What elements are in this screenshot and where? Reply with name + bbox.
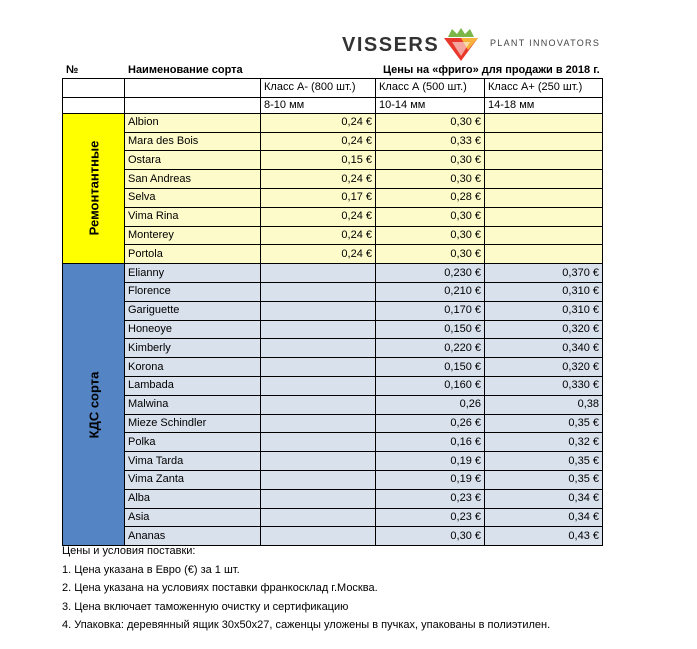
price-class-a-minus [261, 339, 376, 358]
class-size: 8-10 мм [261, 97, 376, 113]
price-class-a-plus: 0,43 € [485, 527, 603, 546]
price-class-a-plus [485, 132, 603, 151]
variety-name: Vima Tarda [125, 452, 261, 471]
price-class-a-minus: 0,24 € [261, 113, 376, 132]
price-class-a-minus [261, 320, 376, 339]
variety-name: Polka [125, 433, 261, 452]
table-row [63, 320, 603, 339]
price-class-a-minus [261, 489, 376, 508]
note-item: 3. Цена включает таможенную очистку и сертификацию [62, 600, 349, 613]
table-row [63, 207, 603, 226]
class-label: Класс А- (800 шт.) [261, 79, 376, 98]
price-class-a-plus [485, 207, 603, 226]
price-class-a-plus: 0,320 € [485, 358, 603, 377]
price-class-a-minus [261, 414, 376, 433]
price-class-a-plus [485, 245, 603, 264]
price-class-a: 0,16 € [376, 433, 485, 452]
class-label: Класс А+ (250 шт.) [485, 79, 603, 98]
price-class-a: 0,26 [376, 395, 485, 414]
price-class-a: 0,19 € [376, 452, 485, 471]
price-class-a: 0,30 € [376, 113, 485, 132]
price-class-a-minus [261, 376, 376, 395]
price-class-a: 0,23 € [376, 508, 485, 527]
logo-diamond-icon [438, 28, 484, 62]
price-class-a-minus [261, 264, 376, 283]
price-class-a: 0,150 € [376, 320, 485, 339]
empty-cell [125, 97, 261, 113]
table-row [63, 358, 603, 377]
size-header-row [63, 97, 603, 113]
price-class-a-plus: 0,38 [485, 395, 603, 414]
variety-name: Vima Rina [125, 207, 261, 226]
note-item: 4. Упаковка: деревянный ящик 30х50х27, саженцы уложены в пучках, упакованы в полиэтилен. [62, 619, 551, 631]
price-class-a: 0,30 € [376, 245, 485, 264]
price-class-a-minus [261, 508, 376, 527]
variety-name: Honeoye [125, 320, 261, 339]
table-row [63, 395, 603, 414]
price-class-a-plus: 0,310 € [485, 282, 603, 301]
table-row [63, 301, 603, 320]
price-class-a: 0,210 € [376, 282, 485, 301]
table-row [63, 170, 603, 189]
price-class-a-minus: 0,24 € [261, 226, 376, 245]
table-row [63, 282, 603, 301]
table-row [63, 113, 603, 132]
table-row [63, 188, 603, 207]
category-cell [63, 264, 125, 546]
table-row [63, 245, 603, 264]
price-class-a: 0,30 € [376, 151, 485, 170]
price-class-a-minus: 0,24 € [261, 207, 376, 226]
price-class-a: 0,33 € [376, 132, 485, 151]
price-class-a-minus [261, 470, 376, 489]
price-class-a-minus [261, 358, 376, 377]
variety-name: Alba [125, 489, 261, 508]
table-row [63, 226, 603, 245]
variety-name: Monterey [125, 226, 261, 245]
variety-name: Korona [125, 358, 261, 377]
table-row [63, 508, 603, 527]
class-size: 10-14 мм [376, 97, 485, 113]
class-size: 14-18 мм [485, 97, 603, 113]
category-label: КДС сорта [86, 371, 101, 439]
price-class-a-plus: 0,32 € [485, 433, 603, 452]
price-class-a-plus: 0,34 € [485, 508, 603, 527]
price-class-a-minus: 0,17 € [261, 188, 376, 207]
column-header-number: № [66, 64, 79, 76]
empty-cell [63, 79, 125, 98]
variety-name: Vima Zanta [125, 470, 261, 489]
class-label: Класс А (500 шт.) [376, 79, 485, 98]
price-class-a-plus [485, 151, 603, 170]
table-row [63, 264, 603, 283]
table-row [63, 151, 603, 170]
table-row [63, 433, 603, 452]
price-class-a-plus: 0,35 € [485, 414, 603, 433]
table-row [63, 339, 603, 358]
empty-cell [125, 79, 261, 98]
price-class-a-plus: 0,310 € [485, 301, 603, 320]
note-item: 1. Цена указана в Евро (€) за 1 шт. [62, 563, 240, 576]
price-class-a-minus [261, 452, 376, 471]
note-item: 2. Цена указана на условиях поставки франкосклад г.Москва. [62, 582, 378, 594]
variety-name: Portola [125, 245, 261, 264]
empty-cell [63, 97, 125, 113]
price-table [62, 78, 603, 546]
variety-name: Gariguette [125, 301, 261, 320]
class-header-row [63, 79, 603, 98]
price-class-a: 0,230 € [376, 264, 485, 283]
category-cell [63, 113, 125, 263]
price-class-a-minus [261, 301, 376, 320]
price-title: Цены на «фриго» для продажи в 2018 г. [383, 64, 600, 76]
price-class-a-plus [485, 226, 603, 245]
price-class-a: 0,30 € [376, 226, 485, 245]
price-class-a-minus: 0,24 € [261, 132, 376, 151]
price-class-a: 0,26 € [376, 414, 485, 433]
price-class-a-plus: 0,320 € [485, 320, 603, 339]
price-class-a-plus [485, 170, 603, 189]
price-class-a: 0,170 € [376, 301, 485, 320]
table-row [63, 470, 603, 489]
variety-name: Florence [125, 282, 261, 301]
notes-title: Цены и условия поставки: [62, 545, 196, 557]
price-class-a: 0,28 € [376, 188, 485, 207]
table-row [63, 414, 603, 433]
column-header-name: Наименование сорта [128, 64, 243, 76]
variety-name: Lambada [125, 376, 261, 395]
price-class-a: 0,23 € [376, 489, 485, 508]
variety-name: Mara des Bois [125, 132, 261, 151]
category-label: Ремонтантные [86, 141, 101, 236]
price-class-a: 0,30 € [376, 170, 485, 189]
price-class-a-minus [261, 282, 376, 301]
variety-name: Ananas [125, 527, 261, 546]
variety-name: Asia [125, 508, 261, 527]
price-class-a: 0,150 € [376, 358, 485, 377]
price-class-a-plus: 0,340 € [485, 339, 603, 358]
price-class-a-plus: 0,35 € [485, 452, 603, 471]
variety-name: Selva [125, 188, 261, 207]
price-class-a: 0,19 € [376, 470, 485, 489]
variety-name: Albion [125, 113, 261, 132]
price-class-a: 0,160 € [376, 376, 485, 395]
variety-name: Mieze Schindler [125, 414, 261, 433]
logo-wordmark: VISSERS [342, 34, 440, 56]
price-class-a-minus: 0,24 € [261, 170, 376, 189]
variety-name: Malwina [125, 395, 261, 414]
table-row [63, 376, 603, 395]
price-class-a: 0,30 € [376, 527, 485, 546]
price-class-a-minus [261, 433, 376, 452]
price-class-a-minus [261, 395, 376, 414]
variety-name: Kimberly [125, 339, 261, 358]
price-class-a-minus: 0,15 € [261, 151, 376, 170]
price-class-a-plus [485, 188, 603, 207]
price-class-a-plus: 0,35 € [485, 470, 603, 489]
logo-tagline: PLANT INNOVATORS [490, 38, 601, 48]
delivery-notes [62, 542, 550, 635]
table-row [63, 489, 603, 508]
price-class-a-plus [485, 113, 603, 132]
variety-name: Elianny [125, 264, 261, 283]
price-class-a-plus: 0,330 € [485, 376, 603, 395]
variety-name: Ostara [125, 151, 261, 170]
price-class-a-minus: 0,24 € [261, 245, 376, 264]
price-class-a: 0,30 € [376, 207, 485, 226]
price-class-a: 0,220 € [376, 339, 485, 358]
price-class-a-plus: 0,34 € [485, 489, 603, 508]
variety-name: San Andreas [125, 170, 261, 189]
table-row [63, 132, 603, 151]
table-row [63, 452, 603, 471]
price-class-a-plus: 0,370 € [485, 264, 603, 283]
